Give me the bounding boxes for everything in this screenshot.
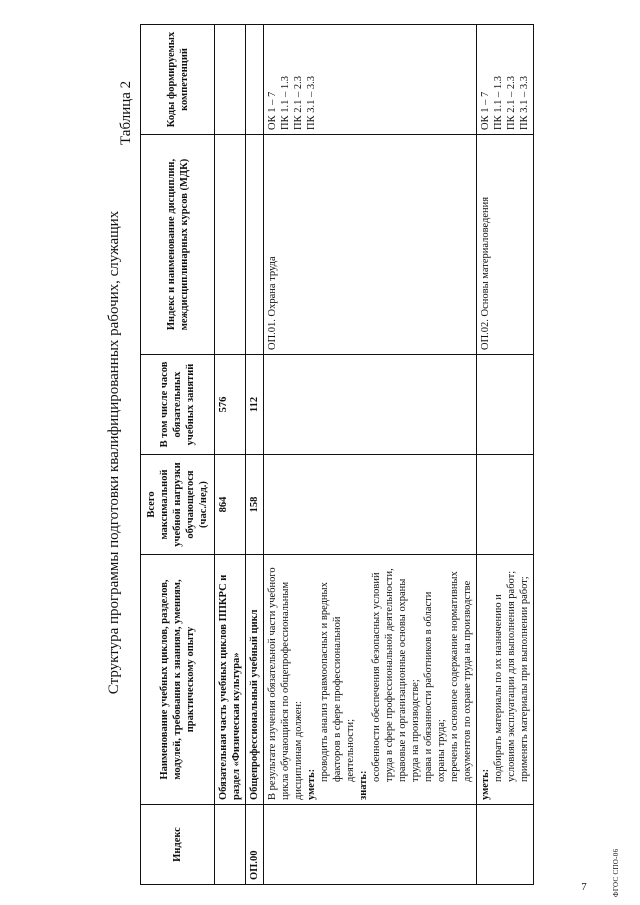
code-item: ОК 1 – 7	[267, 91, 278, 130]
header-discipline: Индекс и наименование дисциплин, междисциплинарных курсов (МДК)	[141, 135, 215, 355]
row4-requirements	[477, 555, 534, 805]
row4-umet-1: подбирать материалы по их назначению и условиям эксплуатации для выполнения работ;	[493, 570, 517, 782]
row3-codes	[264, 25, 477, 135]
row1-max-load: 864	[215, 455, 246, 555]
row2-max-load: 158	[246, 455, 264, 555]
header-max-load: Всего максимальной учебной нагрузки обучающегося (час./нед.)	[141, 455, 215, 555]
page-title: Структура программы подготовки квалифицированных рабочих, служащих	[106, 210, 122, 695]
table-row	[264, 25, 477, 885]
table-caption: Таблица 2	[118, 80, 134, 145]
row3-umet-1: проводить анализ травмоопасных и вредных факторов в сфере профессиональной деятельности;	[319, 582, 356, 782]
row3-znat-label: знать:	[358, 770, 369, 800]
code-item: ПК 1.1 – 1.3	[493, 76, 504, 130]
footer-code: ФГОС СПО-06	[612, 848, 620, 897]
row4-codes	[477, 25, 534, 135]
row3-znat-1: особенности обеспечения безопасных условий труда в сфере профессиональной деятельности, правовые и организационные основы охраны труда на производстве;	[371, 568, 421, 782]
header-mandatory: В том числе часов обязательных учебных занятий	[141, 355, 215, 455]
row4-discipline: ОП.02. Основы материаловедения	[477, 135, 534, 355]
page-number: 7	[581, 881, 587, 893]
code-item: ПК 3.1 – 3.3	[306, 76, 317, 130]
row3-requirements	[264, 555, 477, 805]
row4-umet-2: применять материалы при выполнении работ;	[519, 576, 530, 782]
table-row	[246, 25, 264, 885]
row2-name: Общепрофессиональный учебный цикл	[246, 555, 264, 805]
table-row	[477, 25, 534, 885]
structure-table	[140, 24, 534, 885]
code-item: ПК 2.1 – 2.3	[506, 76, 517, 130]
table-row	[215, 25, 246, 885]
row2-mandatory: 112	[246, 355, 264, 455]
row3-discipline: ОП.01. Охрана труда	[264, 135, 477, 355]
code-item: ПК 3.1 – 3.3	[519, 76, 530, 130]
code-item: ПК 2.1 – 2.3	[293, 76, 304, 130]
code-item: ОК 1 – 7	[480, 91, 491, 130]
header-row	[141, 25, 215, 885]
row1-name: Обязательная часть учебных циклов ППКРС и раздел «Физическая культура»	[215, 555, 246, 805]
header-codes: Коды формируемых компетенций	[141, 25, 215, 135]
row3-intro: В результате изучения обязательной части учебного цикла обучающийся по общепрофессиональным дисциплинам должен:	[267, 567, 304, 800]
row3-znat-3: перечень и основное содержание нормативных документов по охране труда на производстве	[449, 571, 473, 782]
code-item: ПК 1.1 – 1.3	[280, 76, 291, 130]
row3-umet-label: уметь:	[306, 768, 317, 800]
header-index: Индекс	[141, 805, 215, 885]
row2-index: ОП.00	[246, 805, 264, 885]
row3-znat-2: права и обязанности работников в области охраны труда;	[423, 591, 447, 782]
row4-umet-label: уметь:	[480, 768, 491, 800]
row1-mandatory: 576	[215, 355, 246, 455]
header-name: Наименование учебных циклов, разделов, модулей, требования к знаниям, умениям, практическому опыту	[141, 555, 215, 805]
